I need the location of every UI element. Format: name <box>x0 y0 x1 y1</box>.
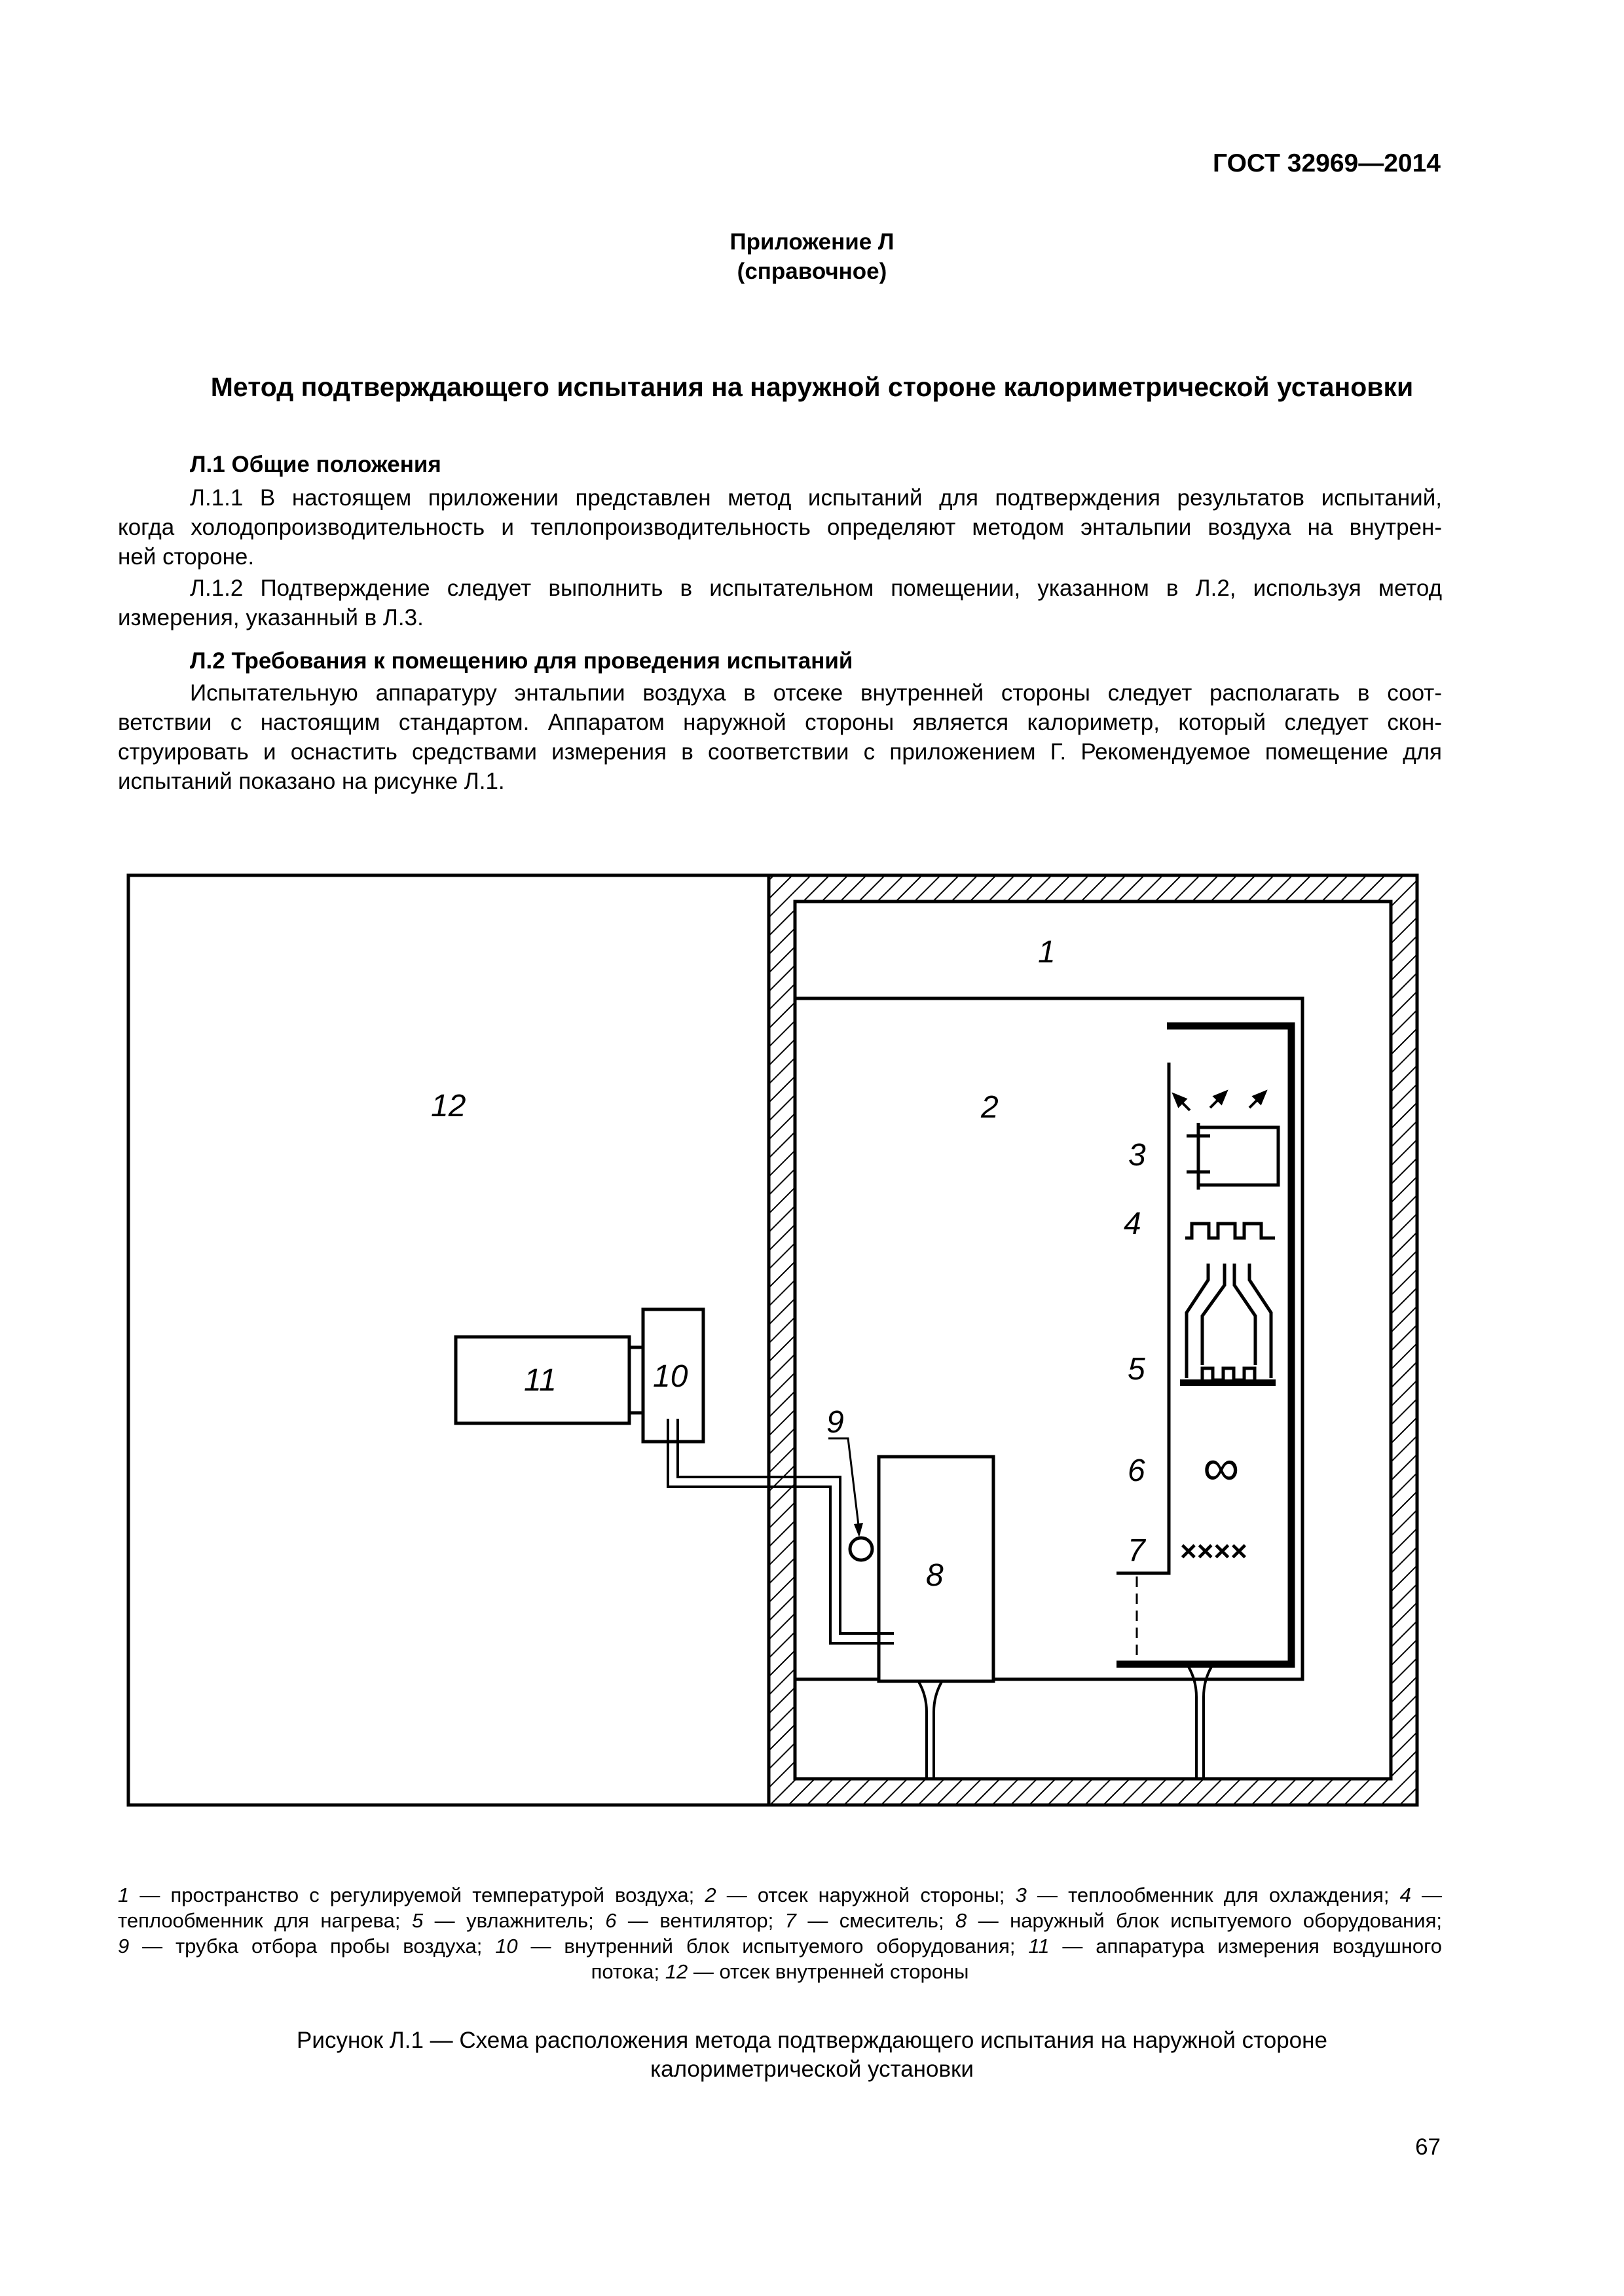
legend-text: — наружный блок испытуемого оборудования; <box>967 1909 1443 1932</box>
legend-text: — смеситель; <box>796 1909 956 1932</box>
caption-line: Рисунок Л.1 — Схема расположения метода подтверждающего испытания на наружной стороне <box>297 2028 1327 2053</box>
figure-legend <box>118 1882 1442 1984</box>
sampling-tube <box>850 1538 872 1560</box>
annex-title: Приложение Л <box>729 229 895 255</box>
legend-text: — вентилятор; <box>616 1909 785 1932</box>
label-8: 8 <box>926 1558 944 1593</box>
caption-line: калориметрической установки <box>650 2056 974 2082</box>
legend-text: — аппаратура измерения воздушного <box>1049 1935 1442 1958</box>
label-3: 3 <box>1128 1138 1146 1173</box>
label-11: 11 <box>524 1363 557 1398</box>
standard-number: ГОСТ 32969—2014 <box>1213 149 1441 177</box>
fan-symbol: ∞ <box>1203 1438 1240 1496</box>
text-line: Испытательную аппаратуру энтальпии воздуха в отсеке внутренней стороны следует располагать в соот- <box>190 680 1442 706</box>
page-number: 67 <box>1415 2134 1441 2160</box>
label-7: 7 <box>1128 1533 1145 1568</box>
legend-number: 2 <box>705 1884 716 1906</box>
legend-number: 3 <box>1015 1884 1027 1906</box>
legend-text: потока; <box>591 1960 665 1983</box>
section-2-heading: Л.2 Требования к помещению для проведения испытаний <box>190 648 853 674</box>
legend-line <box>118 1933 1442 1959</box>
legend-text: — трубка отбора пробы воздуха; <box>129 1935 496 1958</box>
legend-text: — теплообменник для охлаждения; <box>1026 1884 1400 1906</box>
label-10: 10 <box>653 1359 688 1394</box>
legend-text: — пространство с регулируемой температурой воздуха; <box>129 1884 705 1906</box>
legend-number: 6 <box>605 1909 617 1932</box>
figure-caption <box>157 2026 1467 2084</box>
legend-text: — отсек наружной стороны; <box>716 1884 1016 1906</box>
legend-text: — отсек внутренней стороны <box>688 1960 969 1983</box>
legend-text: — внутренний блок испытуемого оборудования; <box>517 1935 1029 1958</box>
text-line: ветствии с настоящим стандартом. Аппаратом наружной стороны является калориметр, который следует скон- <box>118 710 1442 735</box>
calorimeter-insulated-wall <box>769 875 1417 1805</box>
legend-text: — увлажнитель; <box>423 1909 606 1932</box>
legend-line <box>118 1908 1442 1933</box>
legend-text: — <box>1411 1884 1442 1906</box>
label-5: 5 <box>1128 1352 1145 1387</box>
label-6: 6 <box>1128 1453 1145 1488</box>
mixer-symbol: ×××× <box>1180 1535 1247 1567</box>
legend-number: 7 <box>784 1909 796 1932</box>
document-title: Метод подтверждающего испытания на наружной стороне калориметрической установки <box>210 372 1414 402</box>
annex-type: (справочное) <box>737 259 887 284</box>
legend-number: 1 <box>118 1884 130 1906</box>
text-line: измерения, указанный в Л.3. <box>118 605 424 630</box>
legend-line <box>118 1882 1442 1908</box>
label-1: 1 <box>1038 935 1056 970</box>
text-line: Л.1.2 Подтверждение следует выполнить в испытательном помещении, указанном в Л.2, используя метод <box>190 575 1442 601</box>
text-line: Л.1.1 В настоящем приложении представлен метод испытаний для подтверждения результатов испытаний, <box>190 485 1442 511</box>
legend-number: 4 <box>1399 1884 1411 1906</box>
section-1-heading: Л.1 Общие положения <box>190 452 441 477</box>
text-line: ней стороне. <box>118 544 255 570</box>
label-9: 9 <box>826 1405 844 1440</box>
legend-number: 5 <box>411 1909 424 1932</box>
label-2: 2 <box>981 1090 999 1125</box>
legend-number: 10 <box>495 1935 518 1958</box>
legend-number: 12 <box>665 1960 688 1983</box>
label-4: 4 <box>1124 1207 1141 1241</box>
legend-number: 8 <box>955 1909 967 1932</box>
label-12: 12 <box>431 1089 466 1123</box>
text-line: струировать и оснастить средствами измерения в соответствии с приложением Г. Рекомендуемое помещение для <box>118 739 1442 765</box>
text-line: испытаний показано на рисунке Л.1. <box>118 769 505 794</box>
legend-text: теплообменник для нагрева; <box>118 1909 412 1932</box>
legend-number: 11 <box>1028 1935 1050 1958</box>
legend-line <box>118 1959 1442 1984</box>
text-line: когда холодопроизводительность и теплопроизводительность определяют методом энтальпии воздуха на внутрен- <box>118 515 1442 540</box>
legend-number: 9 <box>118 1935 130 1958</box>
